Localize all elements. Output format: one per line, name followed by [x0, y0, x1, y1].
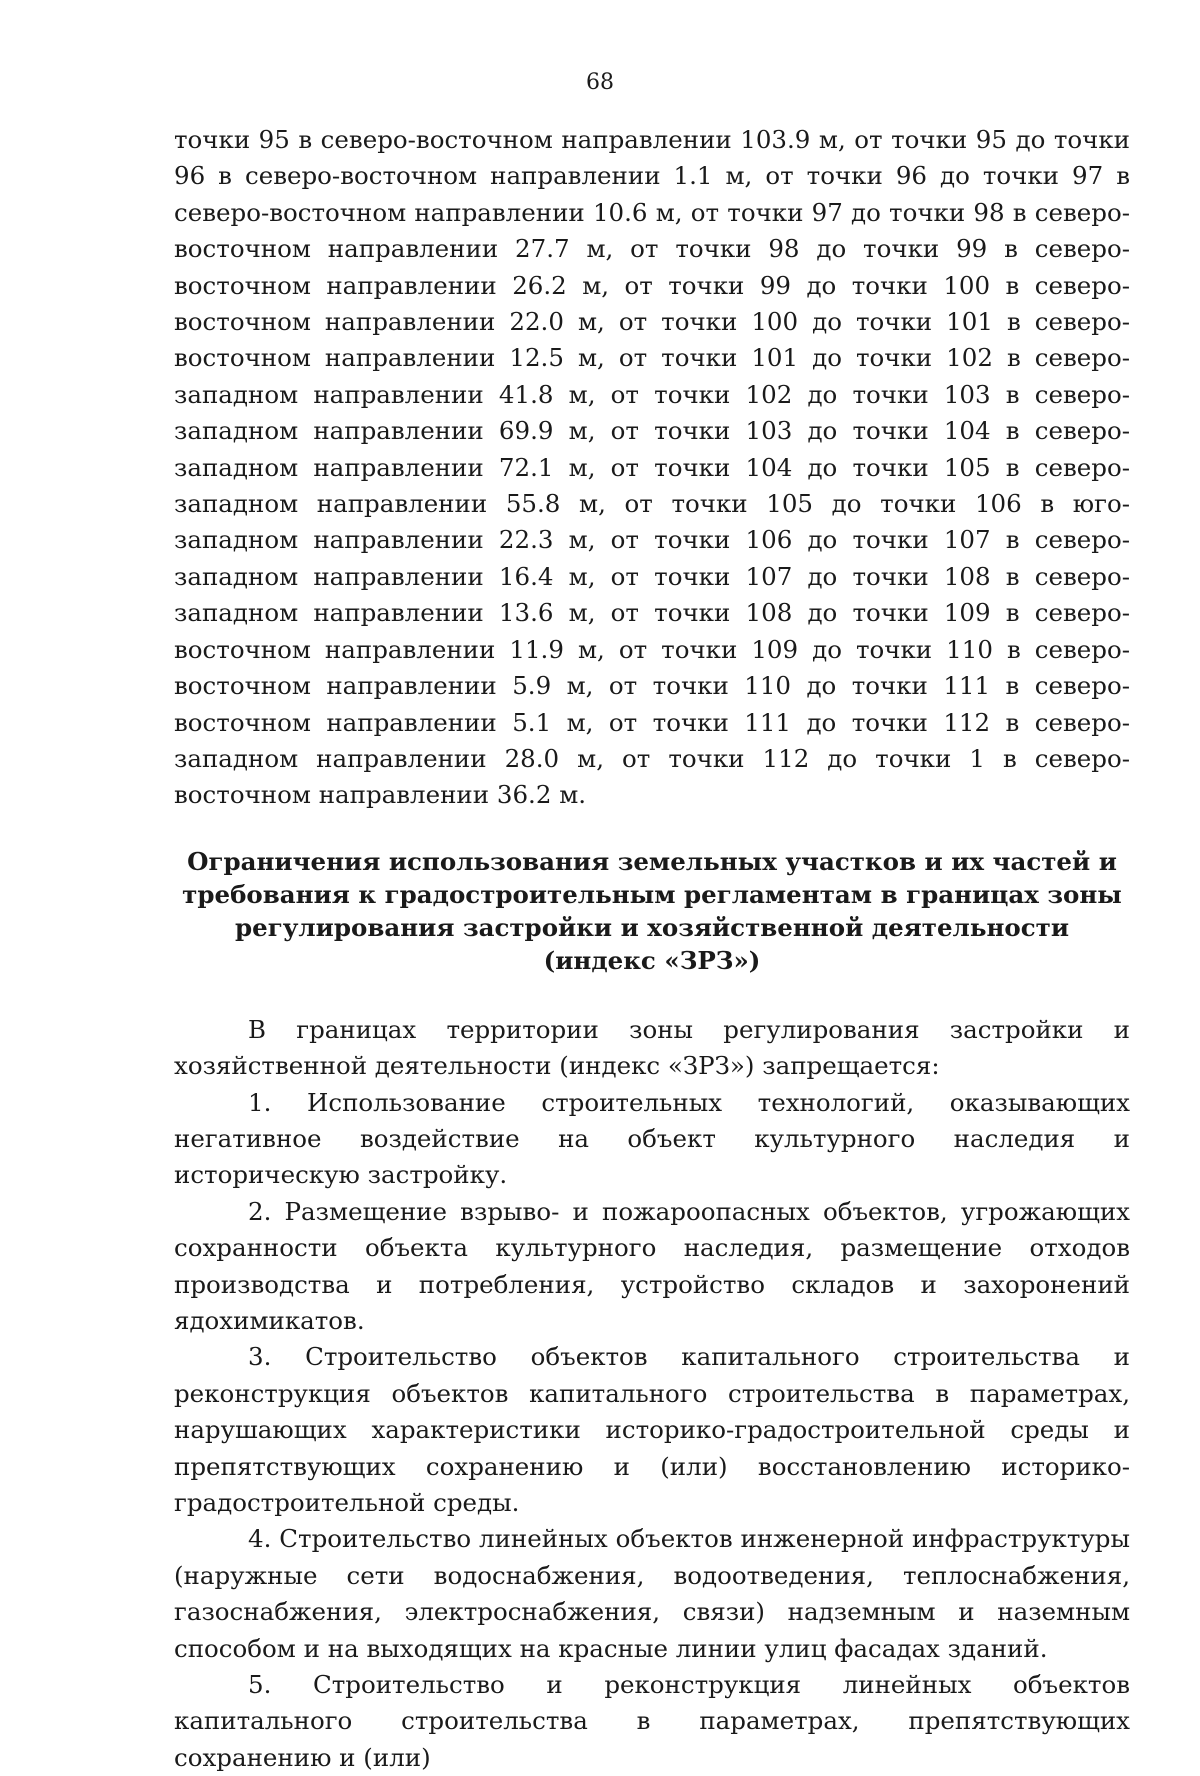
section-heading-line-4: (индекс «ЗРЗ»): [543, 945, 761, 975]
section-heading: [174, 845, 1130, 977]
lead-paragraph: В границах территории зоны регулирования застройки и хозяйственной деятельности (индекс «ЗРЗ») запрещается:: [174, 1014, 1130, 1081]
section-heading-line-3: регулирования застройки и хозяйственной деятельности: [234, 912, 1070, 942]
boundary-description-paragraph: точки 95 в северо-восточном направлении 103.9 м, от точки 95 до точки 96 в северо-восточном направлении 1.1 м, от точки 96 до точки 97 в северо-восточном направлении 10.6 м, от точки 97 до точки 98 в северо-восточном направлении 27.7 м, от точки 98 до точки 99 в северо-восточном направлении 26.2 м, от точки 99 до точки 100 в северо-восточном направлении 22.0 м, от точки 100 до точки 101 в северо-восточном направлении 12.5 м, от точки 101 до точки 102 в северо-западном направлении 41.8 м, от точки 102 до точки 103 в северо-западном направлении 69.9 м, от точки 103 до точки 104 в северо-западном направлении 72.1 м, от точки 104 до точки 105 в северо-западном направлении 55.8 м, от точки 105 до точки 106 в юго-западном направлении 22.3 м, от точки 106 до точки 107 в северо-западном направлении 16.4 м, от точки 107 до точки 108 в северо-западном направлении 13.6 м, от точки 108 до точки 109 в северо-восточном направлении 11.9 м, от точки 109 до точки 110 в северо-восточном направлении 5.9 м, от точки 110 до точки 111 в северо-восточном направлении 5.1 м, от точки 111 до точки 112 в северо-западном направлении 28.0 м, от точки 112 до точки 1 в северо-восточном направлении 36.2 м.: [174, 125, 1130, 810]
section-heading-line-2: требования к градостроительным регламентам в границах зоны: [182, 879, 1122, 909]
list-item-4: 4. Строительство линейных объектов инженерной инфраструктуры (наружные сети водоснабжения, водоотведения, теплоснабжения, газоснабжения, электроснабжения, связи) надземным и наземным способом и на выходящих на красные линии улиц фасадах зданий.: [174, 1524, 1130, 1663]
page-number: 68: [586, 70, 614, 95]
list-item-1: 1. Использование строительных технологий, оказывающих негативное воздействие на объект культурного наследия и историческую застройку.: [174, 1087, 1130, 1190]
list-item-3: 3. Строительство объектов капитального строительства и реконструкция объектов капитального строительства в параметрах, нарушающих характеристики историко-градостроительной среды и препятствующих сохранению и (или) восстановлению историко-градостроительной среды.: [174, 1342, 1130, 1517]
section-heading-line-1: Ограничения использования земельных участков и их частей и: [187, 846, 1117, 876]
list-item-5: 5. Строительство и реконструкция линейных объектов капитального строительства в параметрах, препятствующих сохранению и (или): [174, 1670, 1130, 1772]
list-item-2: 2. Размещение взрыво- и пожароопасных объектов, угрожающих сохранности объекта культурного наследия, размещение отходов производства и потребления, устройство складов и захоронений ядохимикатов.: [174, 1196, 1130, 1335]
document-body: [174, 122, 1130, 1776]
